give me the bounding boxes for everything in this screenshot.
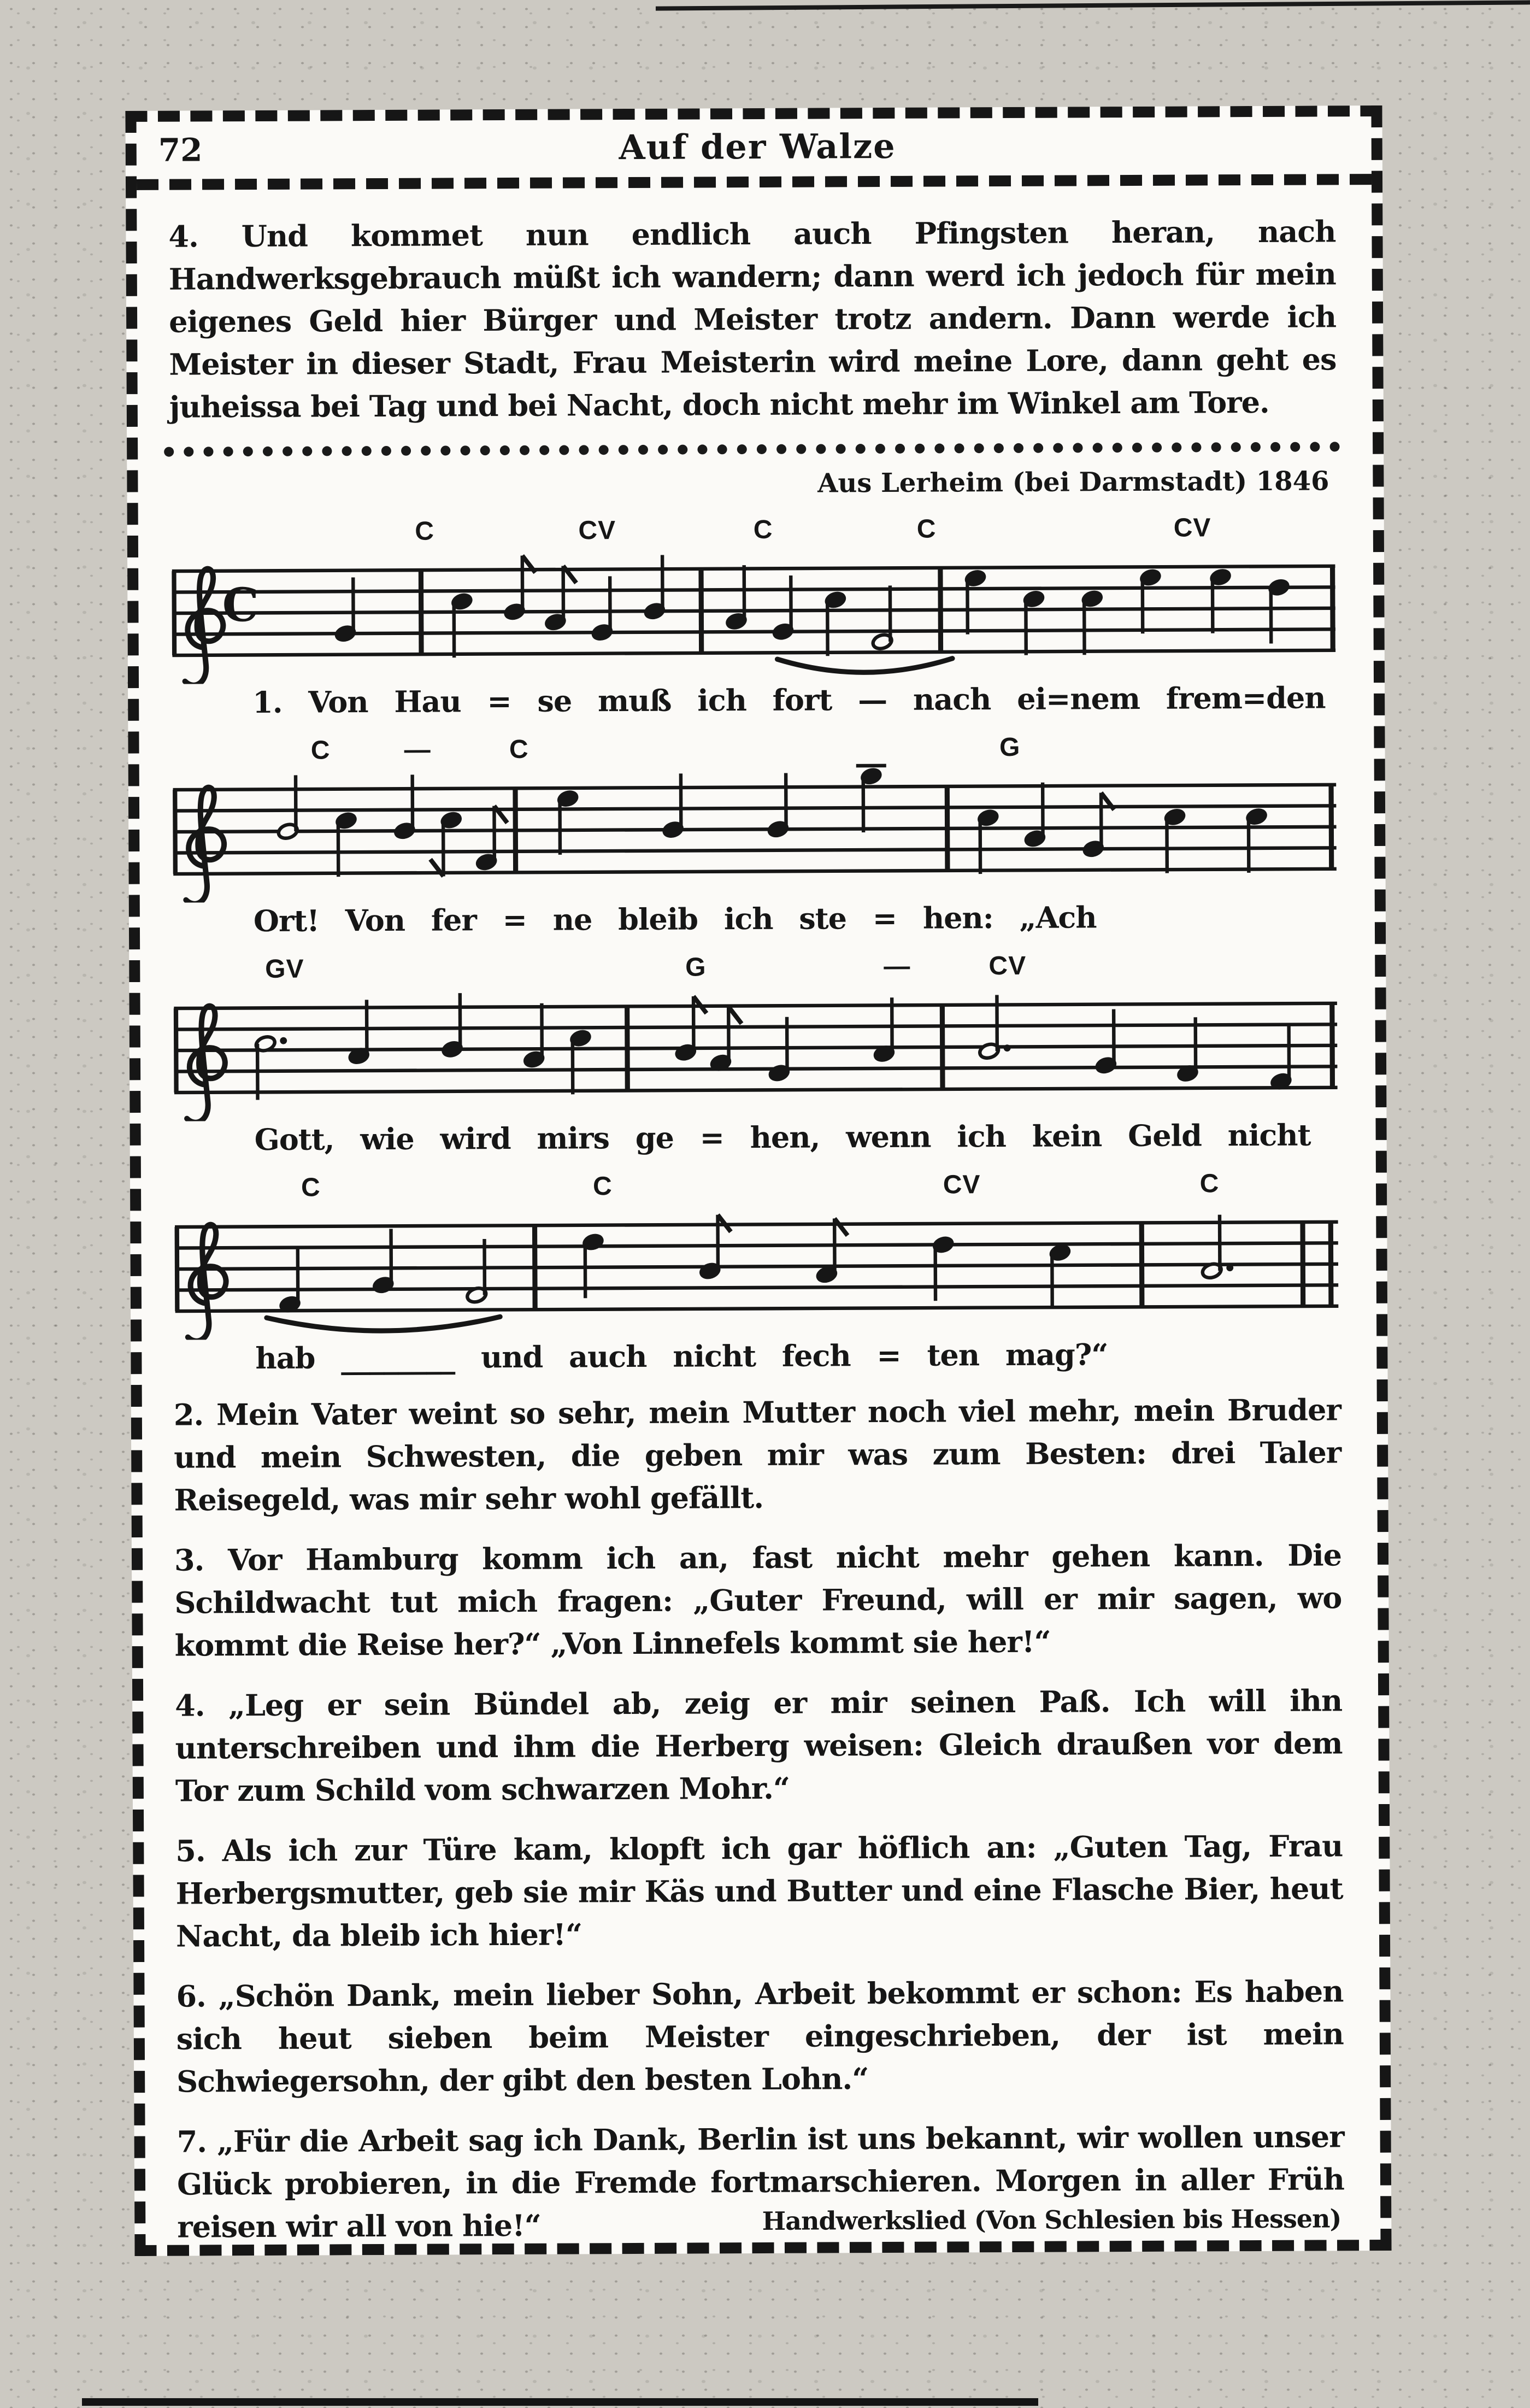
chord-label: — — [884, 952, 911, 981]
chord-label: C — [301, 1173, 321, 1202]
chord-label: C — [753, 515, 773, 545]
chord-label: GV — [265, 954, 304, 984]
barline — [940, 568, 941, 652]
barline — [535, 1225, 536, 1309]
music-system — [170, 726, 1339, 938]
chord-label: G — [685, 953, 707, 982]
chord-label: — — [404, 735, 431, 765]
augmentation-dot — [280, 1037, 287, 1044]
augmentation-dot — [1004, 1044, 1011, 1052]
music-system — [173, 1163, 1341, 1376]
page-title: Auf der Walze — [619, 126, 896, 168]
staff-line — [173, 869, 1337, 874]
chord-label: CV — [1173, 513, 1211, 543]
lyrics-line: hab ________ und auch nicht fech = ten mag?“ — [255, 1337, 1108, 1376]
treble-clef-icon — [186, 1006, 225, 1121]
barline — [177, 1227, 178, 1311]
staff-line — [172, 650, 1335, 655]
music-system — [170, 507, 1338, 720]
chord-label: C — [1199, 1169, 1220, 1199]
note-flag — [728, 1007, 742, 1024]
staff-line — [174, 1066, 1338, 1071]
chord-label: CV — [988, 951, 1027, 981]
staff-line — [172, 566, 1335, 571]
staff-line — [173, 848, 1337, 853]
intro-verse: 4. Und kommet nun endlich auch Pfingsten heran, nach Handwerksgebrauch müßt ich wandern; dann werd ich jedoch für mein eigenes Geld hier Bürger und Meister trotz andern. Dann werde ich Meister in dieser Stadt, Frau Meisterin wird meine Lore, dann geht es juheissa bei Tag und bei Nacht, doch nicht mehr im Winkel am Tore. — [168, 214, 1337, 425]
page — [125, 105, 1391, 2256]
page-content — [137, 185, 1380, 2248]
barline — [627, 1006, 628, 1090]
chord-label: C — [509, 735, 529, 764]
chord-row — [173, 1163, 1340, 1203]
chord-label: G — [999, 732, 1021, 762]
barline — [515, 788, 516, 872]
page-header — [137, 116, 1372, 190]
verse: 5. Als ich zur Türe kam, klopft ich gar höflich an: „Guten Tag, Frau Herbergsmutter, geb sie mir Käs und Butter und eine Flasche Bier, heut Nacht, da bleib ich hier!“ — [175, 1828, 1343, 1954]
staff-line — [175, 1243, 1338, 1248]
staff-line — [174, 1046, 1338, 1050]
staff-svg — [173, 1198, 1340, 1340]
treble-clef-icon — [185, 788, 224, 903]
chord-label: C — [592, 1172, 613, 1201]
verse — [176, 2115, 1344, 2248]
staff-line — [172, 608, 1335, 613]
staff-line — [172, 587, 1335, 592]
chord-label: CV — [943, 1170, 981, 1200]
slur — [267, 1317, 500, 1331]
lyrics-line: Ort! Von fer = ne bleib ich ste = hen: „Ach — [253, 900, 1097, 939]
barline — [947, 786, 948, 871]
staff-line — [173, 785, 1337, 790]
scan-edge-bottom — [82, 2398, 1038, 2406]
scan-edge-top — [656, 0, 1530, 10]
chord-row — [170, 726, 1338, 766]
barline — [701, 569, 702, 653]
barline — [1332, 1003, 1333, 1088]
staff-line — [175, 1264, 1338, 1269]
treble-clef-icon — [185, 569, 223, 684]
verse: 4. „Leg er sein Bündel ab, zeig er mir seinen Paß. Ich will ihn unterschreiben und ihm die Herberg weisen: Gleich draußen vor dem Tor zum Schild vom schwarzen Mohr.“ — [175, 1683, 1343, 1808]
staff-line — [175, 1222, 1338, 1227]
barline — [1141, 1223, 1142, 1307]
chord-label: C — [916, 514, 937, 544]
chord-row — [170, 507, 1337, 547]
attribution: Aus Lerheim (bei Darmstadt) 1846 — [817, 466, 1329, 499]
chord-label: C — [310, 736, 331, 765]
treble-clef-icon — [187, 1225, 226, 1340]
staff-line — [174, 1024, 1337, 1029]
verse: 3. Vor Hamburg komm ich an, fast nicht mehr gehen kann. Die Schildwacht tut mich fragen: „Guter Freund, will er mir sagen, wo kommt die Reise her?“ „Von Linnefels kommt sie her!“ — [174, 1537, 1342, 1663]
music-system — [172, 944, 1340, 1157]
slur — [778, 659, 953, 673]
barline — [942, 1005, 943, 1089]
lyrics-line: 1. Von Hau = se muß ich fort — nach ei=nem frem=den — [252, 680, 1326, 720]
staff-line — [175, 1285, 1339, 1290]
lyrics-line: Gott, wie wird mirs ge = hen, wenn ich kein Geld nicht — [254, 1117, 1311, 1158]
staff-line — [173, 806, 1337, 811]
staff-line — [174, 1088, 1338, 1093]
augmentation-dot — [1226, 1264, 1233, 1271]
dotted-divider — [164, 442, 1340, 456]
staff-line — [174, 1003, 1337, 1008]
chord-label: CV — [578, 516, 616, 545]
verse: 6. „Schön Dank, mein lieber Sohn, Arbeit bekommt er schon: Es haben sich heut sieben beim Meister eingeschrieben, der ist mein Schwiegersohn, der gibt den besten Lohn.“ — [176, 1974, 1344, 2099]
staff-line — [175, 1306, 1339, 1311]
page-number: 72 — [158, 131, 203, 169]
note-flag — [834, 1218, 848, 1235]
verse: 2. Mein Vater weint so sehr, mein Mutter noch viel mehr, mein Bruder und mein Schwesten, die geben mir was zum Besten: drei Taler Reisegeld, was mir sehr wohl gefällt. — [173, 1392, 1341, 1518]
barline — [1331, 785, 1332, 869]
staff-svg — [170, 542, 1338, 684]
chord-label: C — [415, 516, 435, 546]
time-signature: C — [222, 578, 260, 632]
chord-row — [172, 944, 1339, 984]
source-note: Handwerkslied (Von Schlesien bis Hessen) — [762, 2204, 1341, 2236]
staff-svg — [171, 761, 1339, 902]
verse-text: 7. „Für die Arbeit sag ich Dank, Berlin ist uns bekannt, wir wollen unser Glück probieren, in die Fremde fortmarschieren. Morgen in aller Früh reisen wir all von hie!“ — [176, 2119, 1345, 2245]
staff-svg — [172, 979, 1339, 1121]
